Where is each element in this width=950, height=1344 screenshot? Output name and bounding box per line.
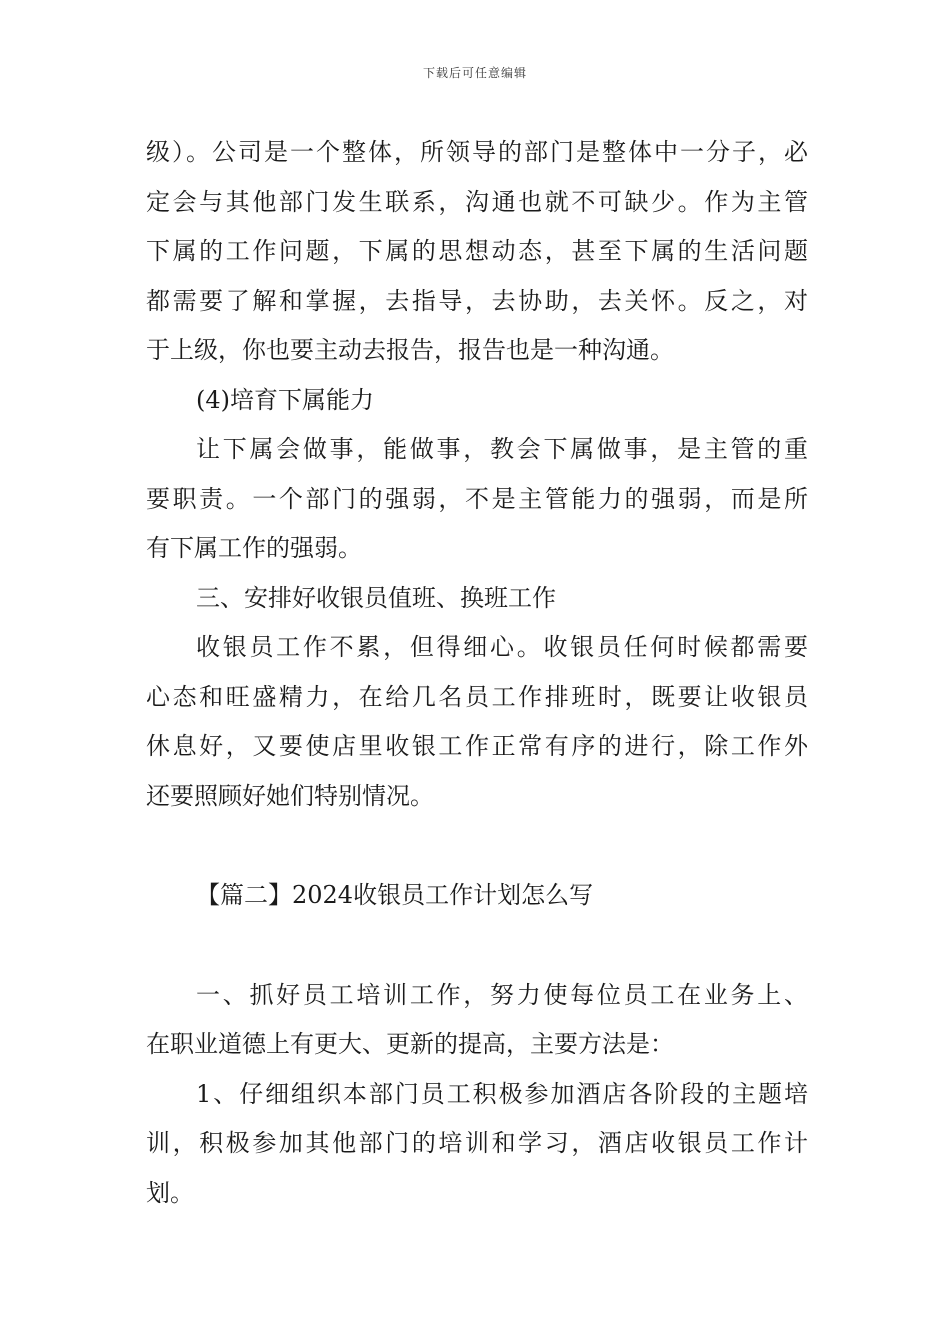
page-header-note: 下载后可任意编辑 [422, 66, 527, 80]
body-line: 都需要了解和掌握，去指导，去协助，去关怀。反之，对 [146, 286, 808, 315]
body-line: 训，积极参加其他部门的培训和学习，酒店收银员工作计 [146, 1129, 808, 1157]
body-line: 级）。公司是一个整体，所领导的部门是整体中一分子，必 [146, 138, 808, 166]
body-line: 有下属工作的强弱。 [146, 534, 362, 562]
paragraph-first-line: 一、抓好员工培训工作，努力使每位员工在业务上、 [196, 980, 808, 1009]
paragraph-first-line: 收银员工作不累，但得细心。收银员任何时候都需要 [196, 633, 808, 661]
section-heading: 三、安排好收银员值班、换班工作 [196, 583, 556, 612]
body-line: 划。 [146, 1178, 194, 1207]
document-body [146, 128, 808, 1218]
paragraph-first-line: 1、仔细组织本部门员工积极参加酒店各阶段的主题培 [196, 1079, 808, 1108]
body-line: 下属的工作问题，下属的思想动态，甚至下属的生活问题 [146, 237, 808, 265]
body-line: 在职业道德上有更大、更新的提高，主要方法是： [146, 1030, 674, 1058]
body-line: 休息好，又要使店里收银工作正常有序的进行，除工作外 [146, 732, 808, 760]
body-line: 定会与其他部门发生联系，沟通也就不可缺少。作为主管 [146, 187, 808, 216]
subsection-heading: (4)培育下属能力 [196, 385, 374, 414]
body-line: 心态和旺盛精力，在给几名员工作排班时，既要让收银员 [146, 682, 808, 711]
part-title: 【篇二】2024收银员工作计划怎么写 [196, 881, 594, 909]
paragraph-first-line: 让下属会做事，能做事，教会下属做事，是主管的重 [196, 435, 808, 463]
spacer [146, 921, 808, 971]
spacer [146, 821, 808, 871]
body-line: 要职责。一个部门的强弱，不是主管能力的强弱，而是所 [146, 484, 808, 513]
body-line: 还要照顾好她们特别情况。 [146, 781, 434, 810]
body-line: 于上级，你也要主动去报告，报告也是一种沟通。 [146, 336, 674, 364]
